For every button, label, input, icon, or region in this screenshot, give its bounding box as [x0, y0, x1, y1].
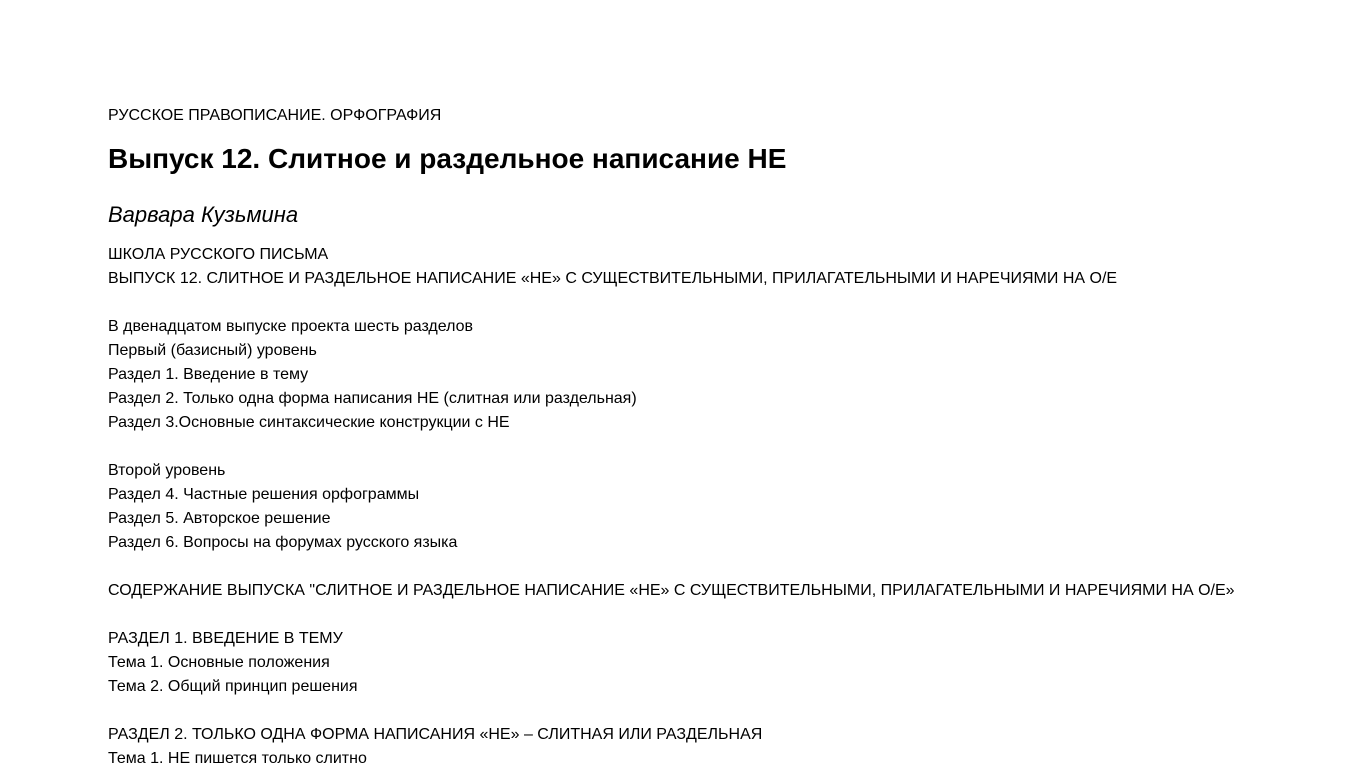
paragraph-gap [108, 699, 1348, 723]
page-title: Выпуск 12. Слитное и раздельное написание НЕ [108, 143, 787, 174]
contents-heading: СОДЕРЖАНИЕ ВЫПУСКА "СЛИТНОЕ И РАЗДЕЛЬНОЕ НАПИСАНИЕ «НЕ» С СУЩЕСТВИТЕЛЬНЫМИ, ПРИЛАГАТЕЛЬНЫМИ И НАРЕЧИЯМИ НА О/Е» [108, 582, 1235, 599]
overview-summary: В двенадцатом выпуске проекта шесть разделов [108, 318, 474, 335]
paragraph-gap [108, 555, 1348, 579]
article-body [108, 243, 1348, 771]
series-label: РУССКОЕ ПРАВОПИСАНИЕ. ОРФОГРАФИЯ [108, 107, 442, 124]
section1-topic-1: Тема 1. Основные положения [108, 654, 330, 671]
section1-heading: РАЗДЕЛ 1. ВВЕДЕНИЕ В ТЕМУ [108, 630, 343, 647]
issue-heading: ВЫПУСК 12. СЛИТНОЕ И РАЗДЕЛЬНОЕ НАПИСАНИЕ «НЕ» С СУЩЕСТВИТЕЛЬНЫМИ, ПРИЛАГАТЕЛЬНЫМИ И НАРЕЧИЯМИ НА О/Е [108, 270, 1118, 287]
section2-topic-1: Тема 1. НЕ пишется только слитно [108, 750, 367, 767]
paragraph-gap [108, 291, 1348, 315]
overview-section-5: Раздел 5. Авторское решение [108, 510, 331, 527]
article [108, 104, 1348, 771]
overview-section-4: Раздел 4. Частные решения орфограммы [108, 486, 420, 503]
paragraph-gap [108, 603, 1348, 627]
overview-section-3: Раздел 3.Основные синтаксические конструкции с НЕ [108, 414, 510, 431]
author-name: Варвара Кузьмина [108, 202, 299, 227]
overview-section-1: Раздел 1. Введение в тему [108, 366, 309, 383]
overview-section-2: Раздел 2. Только одна форма написания НЕ (слитная или раздельная) [108, 390, 637, 407]
level1-heading: Первый (базисный) уровень [108, 342, 317, 359]
overview-section-6: Раздел 6. Вопросы на форумах русского языка [108, 534, 458, 551]
section1-topic-2: Тема 2. Общий принцип решения [108, 678, 358, 695]
level2-heading: Второй уровень [108, 462, 226, 479]
school-name: ШКОЛА РУССКОГО ПИСЬМА [108, 246, 329, 263]
paragraph-gap [108, 435, 1348, 459]
section2-heading: РАЗДЕЛ 2. ТОЛЬКО ОДНА ФОРМА НАПИСАНИЯ «НЕ» – СЛИТНАЯ ИЛИ РАЗДЕЛЬНАЯ [108, 726, 763, 743]
